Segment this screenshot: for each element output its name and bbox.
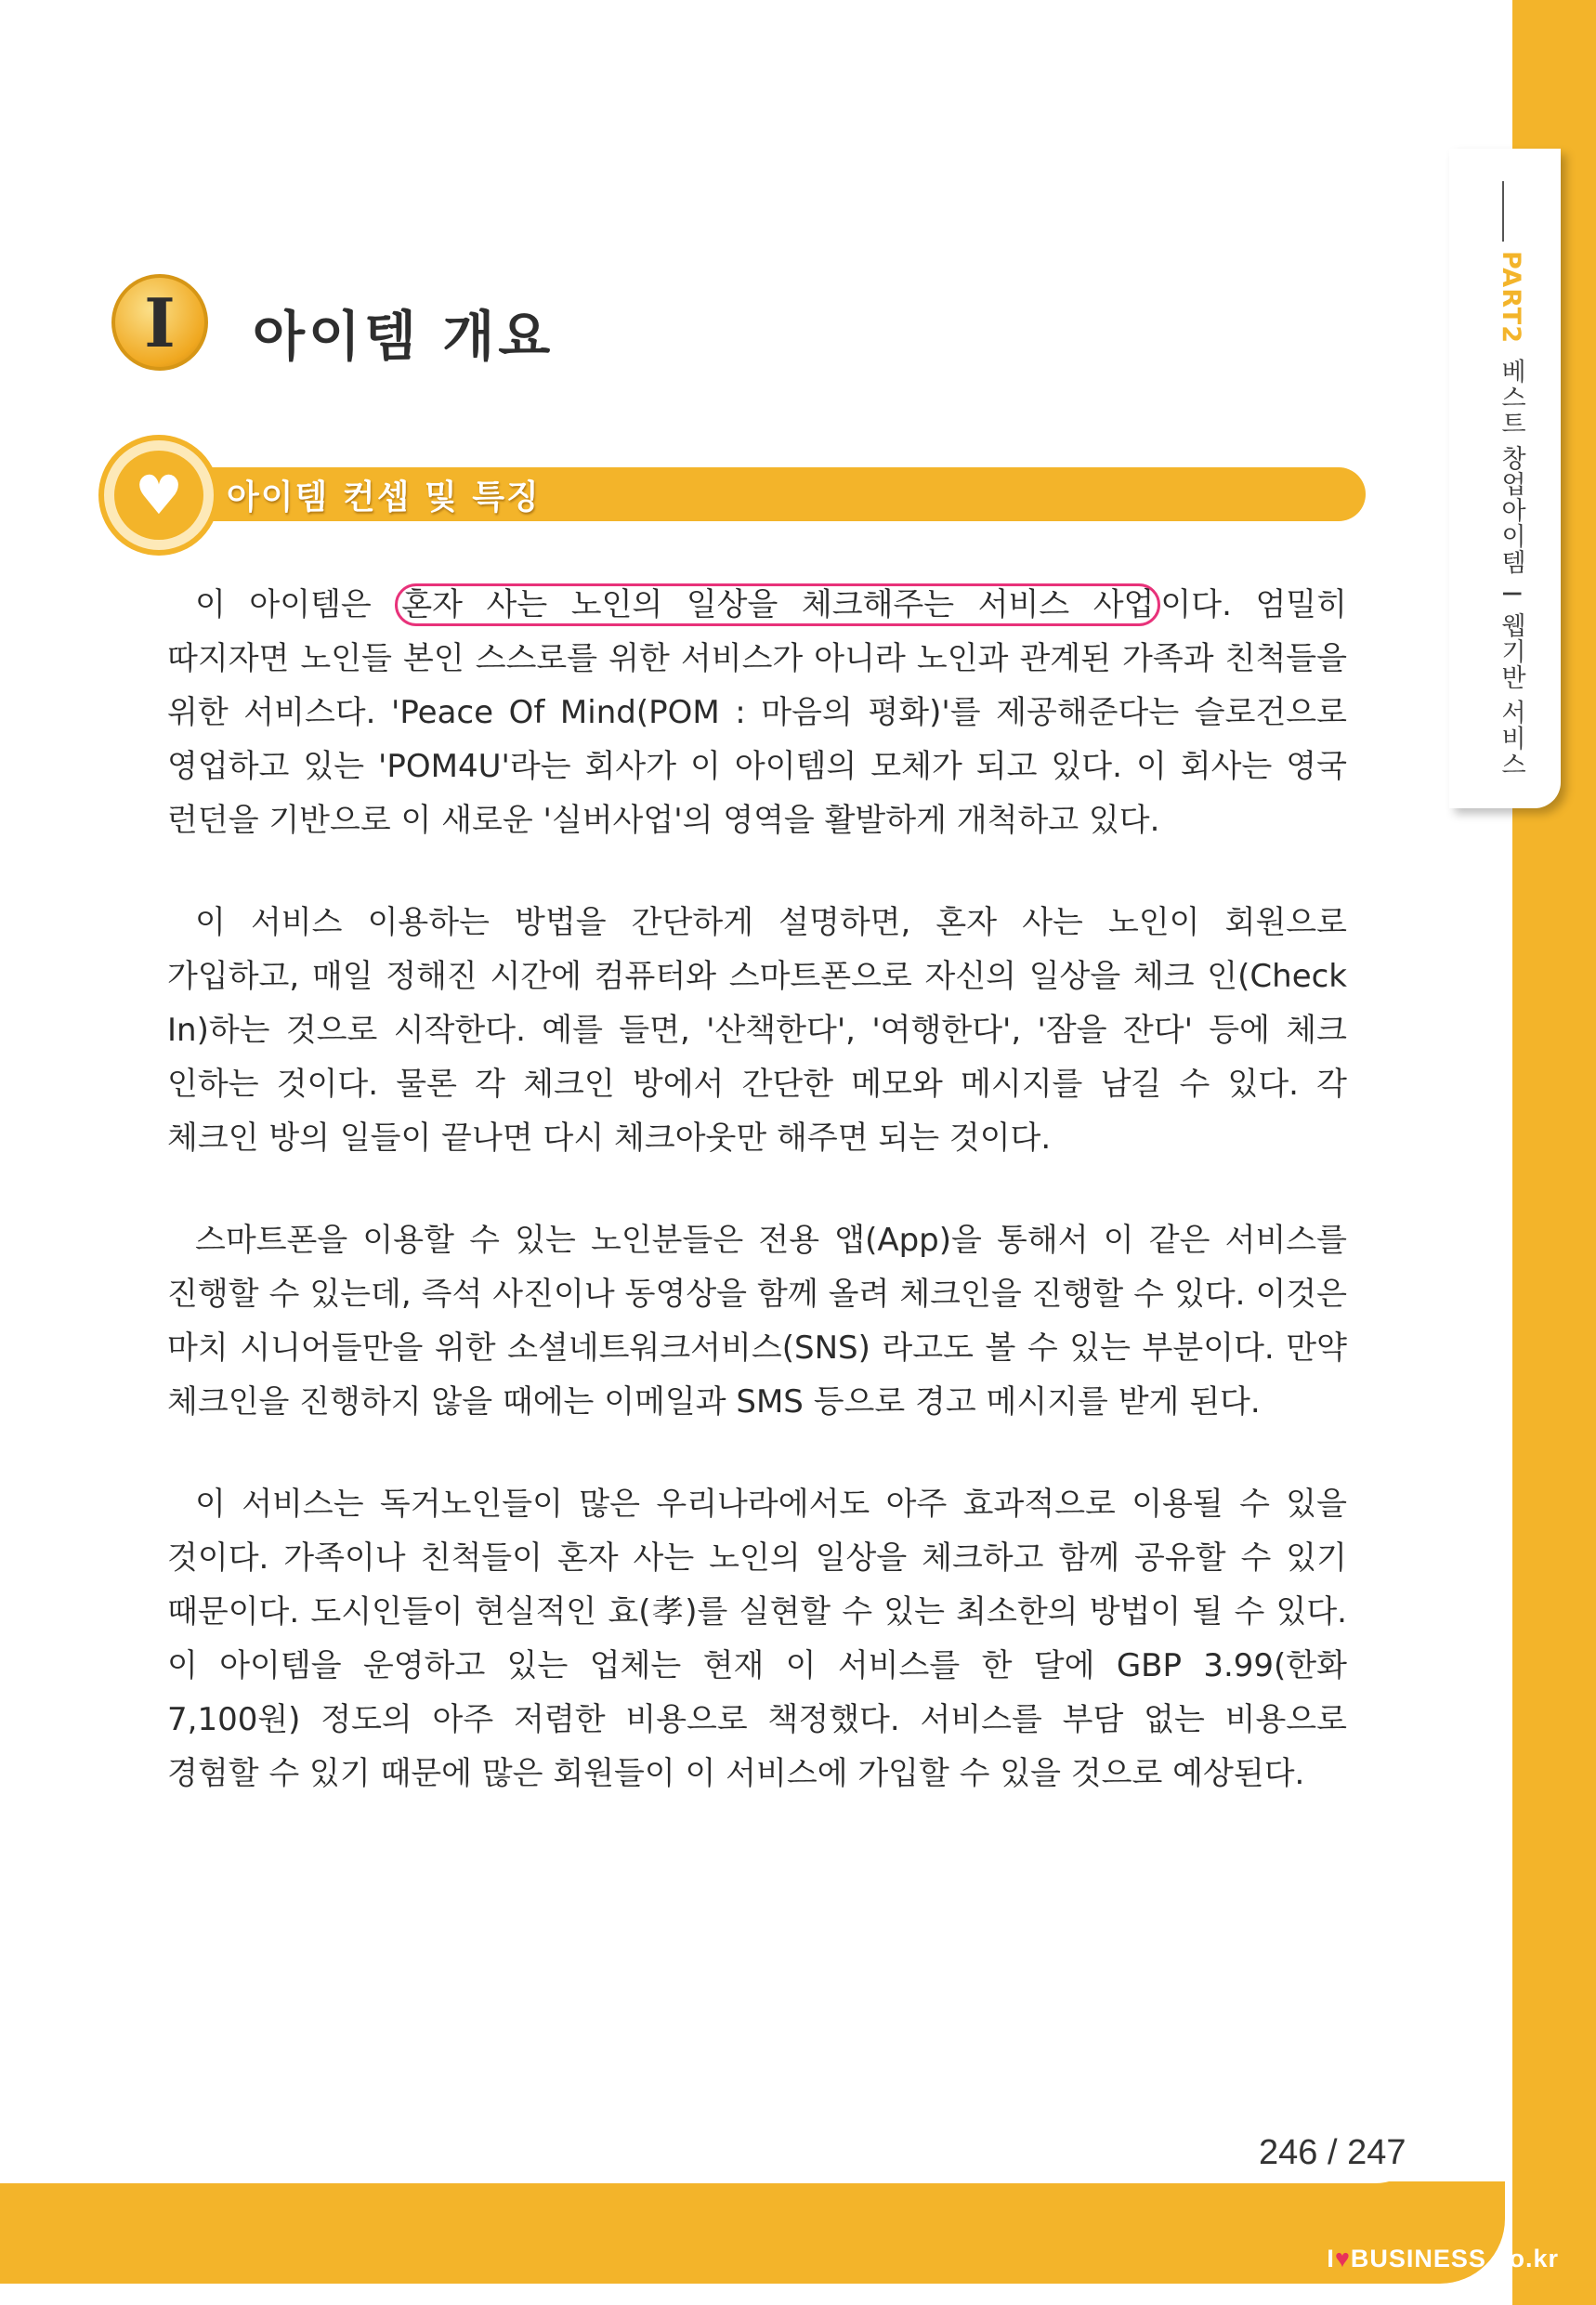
paragraph-4: 이 서비스는 독거노인들이 많은 우리나라에서도 아주 효과적으로 이용될 수 있을 것이다. 가족이나 친척들이 혼자 사는 노인의 일상을 체크하고 함께 공유할 수 있기 때문이다. 도시인들이 현실적인 효(孝)를 실현할 수 있는 최소한의 방법이 될 수 있다. 이 아이템을 운영하고 있는 업체는 현재 이 서비스를 한 달에 GBP 3.99(한화 7,100원) 정도의 아주 저렴한 비용으로 책정했다. 서비스를 부담 없는 비용으로 경험할 수 있기 때문에 많은 회원들이 이 서비스에 가입할 수 있을 것으로 예상된다. xyxy=(167,1486,1347,1792)
side-tab-rule xyxy=(1502,181,1504,242)
brand-suffix: .co.kr xyxy=(1485,2245,1559,2272)
brand-name: BUSINESS xyxy=(1350,2245,1486,2272)
circled-phrase: 혼자 사는 노인의 일상을 체크해주는 서비스 사업 xyxy=(395,583,1160,626)
paragraph-1-rest: 이다. 엄밀히 따지자면 노인들 본인 스스로를 위한 서비스가 아니라 노인과 관계된 가족과 친척들을 위한 서비스다. 'Peace Of Mind(POM : 마음의 평화)'를 제공해준다는 슬로건으로 영업하고 있는 'POM4U'라는 회사가 이 아이템의 모체가 되고 있다. 이 회사는 영국 런던을 기반으로 이 새로운 '실버사업'의 영역을 활발하게 개척하고 있다. xyxy=(167,586,1347,839)
publisher-brand xyxy=(1327,2245,1559,2273)
roman-numeral-badge: I xyxy=(111,274,208,371)
bottom-color-band xyxy=(0,2181,1505,2284)
paragraph-2: 이 서비스 이용하는 방법을 간단하게 설명하면, 혼자 사는 노인이 회원으로 가입하고, 매일 정해진 시간에 컴퓨터와 스마트폰으로 자신의 일상을 체크 인(Check In)하는 것으로 시작한다. 예를 들면, '산책한다', '여행한다', '잠을 잔다' 등에 체크 인하는 것이다. 물론 각 체크인 방에서 간단한 메모와 메시지를 남길 수 있다. 각 체크인 방의 일들이 끝나면 다시 체크아웃만 해주면 되는 것이다. xyxy=(167,904,1347,1157)
brand-heart-icon: ♥ xyxy=(1334,2245,1351,2272)
page-title: 아이템 개요 xyxy=(253,305,555,368)
side-separator: I xyxy=(1497,589,1525,598)
topic-label: 웹기반 서비스 xyxy=(1497,612,1525,778)
heart-badge xyxy=(98,435,219,556)
page-numbers: 246 / 247 xyxy=(1259,2133,1406,2172)
paragraph-1-lead: 이 아이템은 xyxy=(195,586,396,623)
paragraph-1 xyxy=(167,578,1347,847)
heart-icon: ♥ xyxy=(114,451,203,540)
brand-prefix: I xyxy=(1327,2245,1335,2272)
paragraph-3: 스마트폰을 이용할 수 있는 노인분들은 전용 앱(App)을 통해서 이 같은 서비스를 진행할 수 있는데, 즉석 사진이나 동영상을 함께 올려 체크인을 진행할 수 있다. 이것은 마치 시니어들만을 위한 소셜네트워크서비스(SNS) 라고도 볼 수 있는 부분이다. 만약 체크인을 진행하지 않을 때에는 이메일과 SMS 등으로 경고 메시지를 받게 된다. xyxy=(167,1222,1347,1421)
article-body xyxy=(167,578,1347,1849)
page-body-corner xyxy=(0,2081,1431,2183)
part-label: PART2 xyxy=(1497,251,1525,344)
section-label: 베스트 창업아이템 xyxy=(1497,358,1525,576)
section-subtitle: 아이템 컨셉 및 특징 xyxy=(227,478,541,517)
side-tab-label xyxy=(1483,251,1529,790)
